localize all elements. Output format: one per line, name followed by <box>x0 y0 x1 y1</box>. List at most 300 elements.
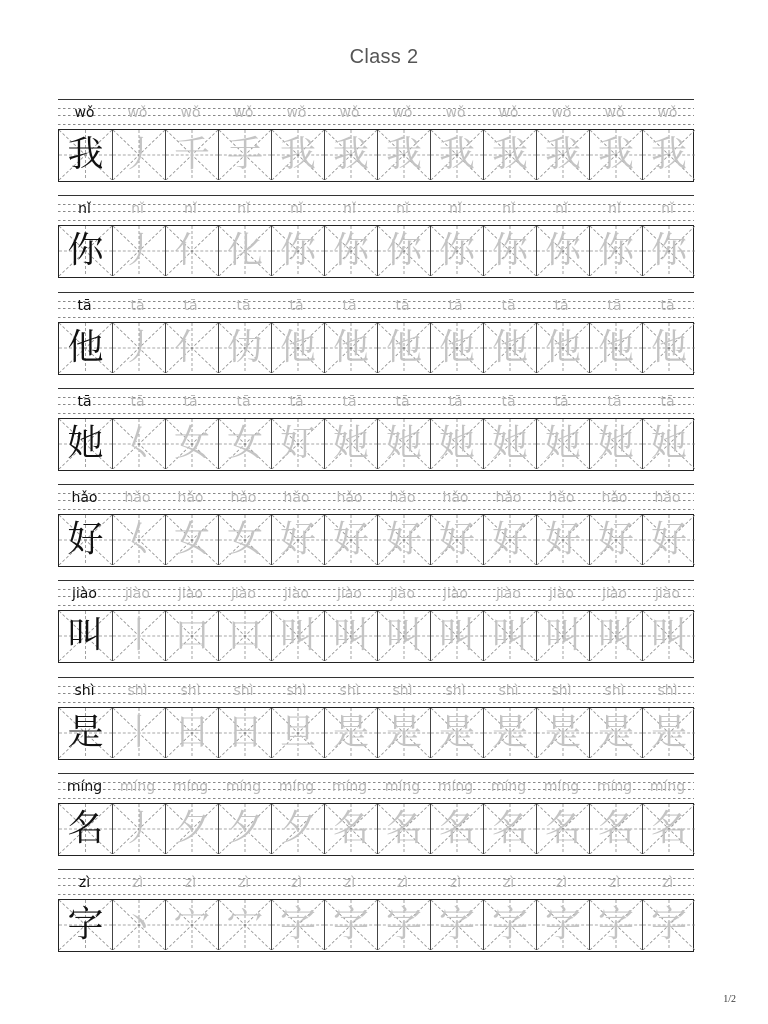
trace-character: 叫 <box>491 615 528 657</box>
pinyin-trace: zì <box>396 875 409 891</box>
trace-character: 是 <box>385 711 422 753</box>
pinyin-trace: wǒ <box>286 105 307 121</box>
trace-character-cell <box>377 900 430 950</box>
practice-row <box>58 99 694 195</box>
trace-character: 是 <box>544 711 581 753</box>
trace-character: 你 <box>491 230 528 272</box>
trace-character-cell <box>536 611 589 661</box>
trace-character-cell <box>165 804 218 854</box>
pinyin-trace: wǒ <box>233 105 254 121</box>
character-grid <box>58 418 694 471</box>
trace-character-cell <box>536 515 589 565</box>
trace-character-cell <box>112 226 165 276</box>
trace-character: 好 <box>332 519 369 560</box>
pinyin-trace: tā <box>342 297 357 314</box>
pinyin-trace: tā <box>395 297 410 314</box>
pinyin-trace: hǎo <box>230 490 257 506</box>
pinyin-trace: jiào <box>284 586 309 603</box>
pinyin-trace: nǐ <box>237 201 250 218</box>
trace-character-cell <box>165 515 218 565</box>
trace-character-cell <box>218 611 271 661</box>
model-character-cell <box>59 611 112 661</box>
trace-character-cell <box>430 515 483 565</box>
trace-character: 我 <box>491 134 528 175</box>
trace-character: 名 <box>438 807 475 849</box>
trace-character-cell <box>589 323 642 373</box>
pinyin-trace: jiào <box>390 586 415 603</box>
trace-character: 亻 <box>173 326 210 368</box>
trace-character: 好 <box>491 519 528 560</box>
pinyin-line <box>58 677 694 703</box>
trace-character-cell <box>218 130 271 180</box>
trace-character: 女 <box>226 422 263 464</box>
trace-character: 丿 <box>120 230 157 272</box>
pinyin-trace: hǎo <box>654 490 681 506</box>
model-character-cell <box>59 708 112 758</box>
model-character-cell <box>59 323 112 373</box>
pinyin-trace: hǎo <box>601 490 628 506</box>
trace-character: 她 <box>544 422 581 464</box>
trace-character-cell <box>589 900 642 950</box>
trace-character-cell <box>642 515 695 565</box>
trace-character: 丨 <box>120 615 157 657</box>
trace-character: 字 <box>438 904 475 945</box>
trace-character: 夕 <box>226 807 263 849</box>
trace-character-cell <box>112 130 165 180</box>
pinyin-trace: wǒ <box>392 105 413 121</box>
trace-character-cell <box>271 900 324 950</box>
pinyin-trace: tā <box>554 297 569 314</box>
model-character: 他 <box>67 326 104 368</box>
trace-character: 是 <box>597 711 634 753</box>
practice-sheet <box>58 99 694 965</box>
trace-character: 女 <box>226 519 263 560</box>
trace-character-cell <box>271 708 324 758</box>
page-title: Class 2 <box>349 46 419 68</box>
trace-character-cell <box>324 419 377 469</box>
practice-row <box>58 484 694 580</box>
pinyin-trace: tā <box>660 393 675 410</box>
pinyin-trace: nǐ <box>502 201 515 218</box>
trace-character-cell <box>165 419 218 469</box>
trace-character-cell <box>430 419 483 469</box>
trace-character-cell <box>165 323 218 373</box>
trace-character-cell <box>642 804 695 854</box>
pinyin-trace: wǒ <box>445 105 466 121</box>
pinyin-trace: wǒ <box>339 105 360 121</box>
trace-character-cell <box>642 419 695 469</box>
trace-character: 名 <box>491 807 528 849</box>
pinyin-trace: nǐ <box>131 201 144 218</box>
trace-character: 名 <box>332 807 369 849</box>
character-grid <box>58 514 694 567</box>
trace-character: 亻 <box>173 230 210 272</box>
model-character: 字 <box>67 904 104 945</box>
trace-character: 字 <box>650 904 687 945</box>
trace-character-cell <box>483 130 536 180</box>
pinyin-trace: hǎo <box>548 490 575 506</box>
trace-character-cell <box>271 130 324 180</box>
trace-character-cell <box>536 130 589 180</box>
pinyin-trace: nǐ <box>449 201 462 218</box>
trace-character: 名 <box>544 807 581 849</box>
pinyin-line <box>58 869 694 895</box>
pinyin-trace: tā <box>236 393 251 410</box>
pinyin-trace: hǎo <box>336 490 363 506</box>
trace-character-cell <box>483 419 536 469</box>
trace-character-cell <box>112 611 165 661</box>
trace-character: 你 <box>279 230 316 272</box>
trace-character-cell <box>483 611 536 661</box>
trace-character-cell <box>112 900 165 950</box>
character-grid <box>58 610 694 663</box>
trace-character-cell <box>271 323 324 373</box>
trace-character: 口 <box>173 615 210 657</box>
trace-character-cell <box>642 708 695 758</box>
trace-character: 名 <box>385 807 422 849</box>
trace-character: 是 <box>650 711 687 753</box>
model-character: 她 <box>67 422 104 464</box>
trace-character-cell <box>589 130 642 180</box>
trace-character-cell <box>377 804 430 854</box>
pinyin-trace: wǒ <box>551 105 572 121</box>
trace-character-cell <box>430 708 483 758</box>
pinyin-trace: míng <box>649 778 686 795</box>
trace-character-cell <box>324 226 377 276</box>
trace-character: 字 <box>597 904 634 945</box>
pinyin-trace: zì <box>184 875 197 891</box>
trace-character-cell <box>589 708 642 758</box>
trace-character: 𡿨 <box>120 422 157 464</box>
trace-character-cell <box>430 611 483 661</box>
trace-character-cell <box>483 323 536 373</box>
trace-character-cell <box>589 515 642 565</box>
pinyin-trace: jiào <box>549 586 574 603</box>
trace-character: 日 <box>173 711 210 753</box>
trace-character: 千 <box>173 134 210 175</box>
pinyin-line <box>58 484 694 510</box>
trace-character: 奵 <box>279 422 316 464</box>
trace-character: 你 <box>597 230 634 272</box>
trace-character-cell <box>377 323 430 373</box>
pinyin-line <box>58 773 694 799</box>
trace-character-cell <box>589 226 642 276</box>
pinyin-trace: míng <box>543 778 580 795</box>
model-character: 我 <box>67 134 104 175</box>
trace-character: 叫 <box>385 615 422 657</box>
trace-character-cell <box>165 130 218 180</box>
pinyin-trace: jiào <box>125 586 150 603</box>
trace-character: 叫 <box>332 615 369 657</box>
model-character: 叫 <box>67 615 104 657</box>
pinyin-line <box>58 99 694 125</box>
pinyin-trace: wǒ <box>604 105 625 121</box>
trace-character-cell <box>112 515 165 565</box>
pinyin-trace: zì <box>237 875 250 891</box>
trace-character: 他 <box>438 326 475 368</box>
trace-character: 字 <box>279 904 316 945</box>
trace-character-cell <box>589 611 642 661</box>
pinyin-trace: nǐ <box>555 201 568 218</box>
pinyin-trace: zì <box>555 875 568 891</box>
pinyin-trace: tā <box>130 297 145 314</box>
pinyin-trace: jiào <box>655 586 680 603</box>
pinyin-model: shì <box>74 682 95 699</box>
trace-character: 是 <box>491 711 528 753</box>
trace-character: 女 <box>173 422 210 464</box>
trace-character-cell <box>165 900 218 950</box>
trace-character-cell <box>218 419 271 469</box>
trace-character-cell <box>642 611 695 661</box>
pinyin-model: tā <box>77 297 92 314</box>
trace-character: 化 <box>226 230 263 272</box>
pinyin-trace: nǐ <box>608 201 621 218</box>
model-character: 你 <box>67 230 104 272</box>
trace-character-cell <box>324 804 377 854</box>
trace-character: 字 <box>385 904 422 945</box>
trace-character-cell <box>112 323 165 373</box>
trace-character: 他 <box>650 326 687 368</box>
trace-character: 叫 <box>279 615 316 657</box>
pinyin-trace: míng <box>331 778 368 795</box>
trace-character: 你 <box>385 230 422 272</box>
pinyin-trace: shì <box>551 682 572 699</box>
pinyin-trace: tā <box>607 297 622 314</box>
pinyin-trace: míng <box>490 778 527 795</box>
practice-row <box>58 292 694 388</box>
pinyin-trace: zì <box>343 875 356 891</box>
trace-character-cell <box>218 900 271 950</box>
trace-character-cell <box>271 804 324 854</box>
pinyin-trace: shì <box>657 682 678 699</box>
practice-row <box>58 580 694 676</box>
trace-character: 是 <box>438 711 475 753</box>
trace-character: 她 <box>491 422 528 464</box>
trace-character: 她 <box>332 422 369 464</box>
pinyin-trace: tā <box>607 393 622 410</box>
pinyin-trace: míng <box>596 778 633 795</box>
pinyin-trace: tā <box>554 393 569 410</box>
pinyin-model: tā <box>77 393 92 410</box>
pinyin-trace: hǎo <box>442 490 469 506</box>
character-grid <box>58 899 694 952</box>
trace-character: 是 <box>332 711 369 753</box>
trace-character-cell <box>218 804 271 854</box>
pinyin-trace: tā <box>183 297 198 314</box>
trace-character-cell <box>112 804 165 854</box>
pinyin-trace: zì <box>502 875 515 891</box>
pinyin-trace: shì <box>445 682 466 699</box>
trace-character: 丿 <box>120 134 157 175</box>
trace-character: 她 <box>650 422 687 464</box>
trace-character-cell <box>536 900 589 950</box>
pinyin-trace: jiào <box>178 586 203 603</box>
trace-character-cell <box>377 708 430 758</box>
character-grid <box>58 225 694 278</box>
trace-character: 仂 <box>226 326 263 368</box>
trace-character-cell <box>324 130 377 180</box>
pinyin-trace: jiào <box>337 586 362 603</box>
trace-character-cell <box>430 226 483 276</box>
trace-character-cell <box>324 611 377 661</box>
pinyin-line <box>58 292 694 318</box>
trace-character-cell <box>324 515 377 565</box>
trace-character: 好 <box>597 519 634 560</box>
trace-character: 我 <box>332 134 369 175</box>
pinyin-model: zì <box>78 875 91 891</box>
trace-character-cell <box>377 130 430 180</box>
trace-character-cell <box>536 708 589 758</box>
trace-character: 好 <box>650 519 687 560</box>
pinyin-trace: nǐ <box>661 201 674 218</box>
pinyin-trace: zì <box>608 875 621 891</box>
model-character-cell <box>59 130 112 180</box>
trace-character: 你 <box>650 230 687 272</box>
trace-character: 她 <box>385 422 422 464</box>
trace-character: 口 <box>226 615 263 657</box>
model-character-cell <box>59 900 112 950</box>
trace-character: 手 <box>226 134 263 175</box>
model-character: 好 <box>67 519 104 560</box>
character-grid <box>58 322 694 375</box>
pinyin-trace: tā <box>130 393 145 410</box>
trace-character: 她 <box>597 422 634 464</box>
pinyin-trace: tā <box>289 297 304 314</box>
pinyin-trace: míng <box>172 778 209 795</box>
pinyin-model: hǎo <box>71 490 98 506</box>
pinyin-trace: hǎo <box>124 490 151 506</box>
pinyin-line <box>58 195 694 221</box>
trace-character-cell <box>324 708 377 758</box>
pinyin-trace: wǒ <box>498 105 519 121</box>
pinyin-trace: jiào <box>231 586 256 603</box>
trace-character-cell <box>536 226 589 276</box>
pinyin-line <box>58 580 694 606</box>
trace-character-cell <box>271 611 324 661</box>
trace-character: 好 <box>385 519 422 560</box>
trace-character-cell <box>324 900 377 950</box>
trace-character-cell <box>483 804 536 854</box>
trace-character-cell <box>483 900 536 950</box>
trace-character-cell <box>536 419 589 469</box>
trace-character-cell <box>165 226 218 276</box>
model-character-cell <box>59 804 112 854</box>
trace-character-cell <box>430 323 483 373</box>
trace-character-cell <box>642 130 695 180</box>
pinyin-trace: míng <box>119 778 156 795</box>
trace-character-cell <box>377 419 430 469</box>
model-character: 名 <box>67 807 104 849</box>
trace-character-cell <box>589 804 642 854</box>
pinyin-trace: shì <box>392 682 413 699</box>
page-number: 1/2 <box>723 994 736 1005</box>
pinyin-trace: hǎo <box>177 490 204 506</box>
trace-character: 字 <box>491 904 528 945</box>
pinyin-trace: hǎo <box>283 490 310 506</box>
trace-character: 女 <box>173 519 210 560</box>
trace-character-cell <box>483 226 536 276</box>
trace-character: 你 <box>544 230 581 272</box>
trace-character: 丨 <box>120 711 157 753</box>
trace-character-cell <box>430 804 483 854</box>
pinyin-trace: tā <box>501 297 516 314</box>
trace-character: 旦 <box>279 711 316 753</box>
trace-character: 字 <box>544 904 581 945</box>
pinyin-trace: shì <box>339 682 360 699</box>
trace-character-cell <box>536 804 589 854</box>
trace-character: 你 <box>438 230 475 272</box>
practice-row <box>58 869 694 965</box>
pinyin-trace: zì <box>290 875 303 891</box>
trace-character-cell <box>218 226 271 276</box>
trace-character-cell <box>218 708 271 758</box>
trace-character: 好 <box>438 519 475 560</box>
pinyin-trace: míng <box>384 778 421 795</box>
trace-character: 叫 <box>544 615 581 657</box>
trace-character: 宀 <box>226 904 263 945</box>
trace-character-cell <box>430 130 483 180</box>
pinyin-model: míng <box>66 778 103 795</box>
trace-character-cell <box>218 323 271 373</box>
trace-character-cell <box>483 515 536 565</box>
trace-character: 叫 <box>438 615 475 657</box>
pinyin-trace: zì <box>131 875 144 891</box>
practice-row <box>58 677 694 773</box>
practice-row <box>58 388 694 484</box>
trace-character-cell <box>377 515 430 565</box>
trace-character: 她 <box>438 422 475 464</box>
trace-character-cell <box>218 515 271 565</box>
pinyin-model: nǐ <box>78 201 91 218</box>
trace-character: 字 <box>332 904 369 945</box>
trace-character-cell <box>642 323 695 373</box>
trace-character: 夕 <box>279 807 316 849</box>
pinyin-trace: shì <box>180 682 201 699</box>
pinyin-trace: nǐ <box>184 201 197 218</box>
pinyin-trace: shì <box>498 682 519 699</box>
trace-character: 夕 <box>173 807 210 849</box>
trace-character: 我 <box>279 134 316 175</box>
pinyin-trace: shì <box>604 682 625 699</box>
trace-character-cell <box>642 900 695 950</box>
practice-row <box>58 195 694 291</box>
trace-character-cell <box>271 419 324 469</box>
pinyin-trace: tā <box>342 393 357 410</box>
trace-character: 我 <box>650 134 687 175</box>
trace-character-cell <box>483 708 536 758</box>
pinyin-line <box>58 388 694 414</box>
pinyin-trace: míng <box>225 778 262 795</box>
character-grid <box>58 707 694 760</box>
trace-character: 叫 <box>650 615 687 657</box>
trace-character: 他 <box>597 326 634 368</box>
trace-character-cell <box>589 419 642 469</box>
trace-character-cell <box>642 226 695 276</box>
pinyin-trace: nǐ <box>396 201 409 218</box>
pinyin-trace: nǐ <box>290 201 303 218</box>
trace-character: 他 <box>544 326 581 368</box>
pinyin-trace: tā <box>395 393 410 410</box>
trace-character: 日 <box>226 711 263 753</box>
pinyin-trace: zì <box>661 875 674 891</box>
model-character-cell <box>59 515 112 565</box>
trace-character: 他 <box>385 326 422 368</box>
pinyin-trace: shì <box>233 682 254 699</box>
character-grid <box>58 129 694 182</box>
pinyin-trace: wǒ <box>657 105 678 121</box>
character-grid <box>58 803 694 856</box>
trace-character: 丶 <box>120 904 157 945</box>
